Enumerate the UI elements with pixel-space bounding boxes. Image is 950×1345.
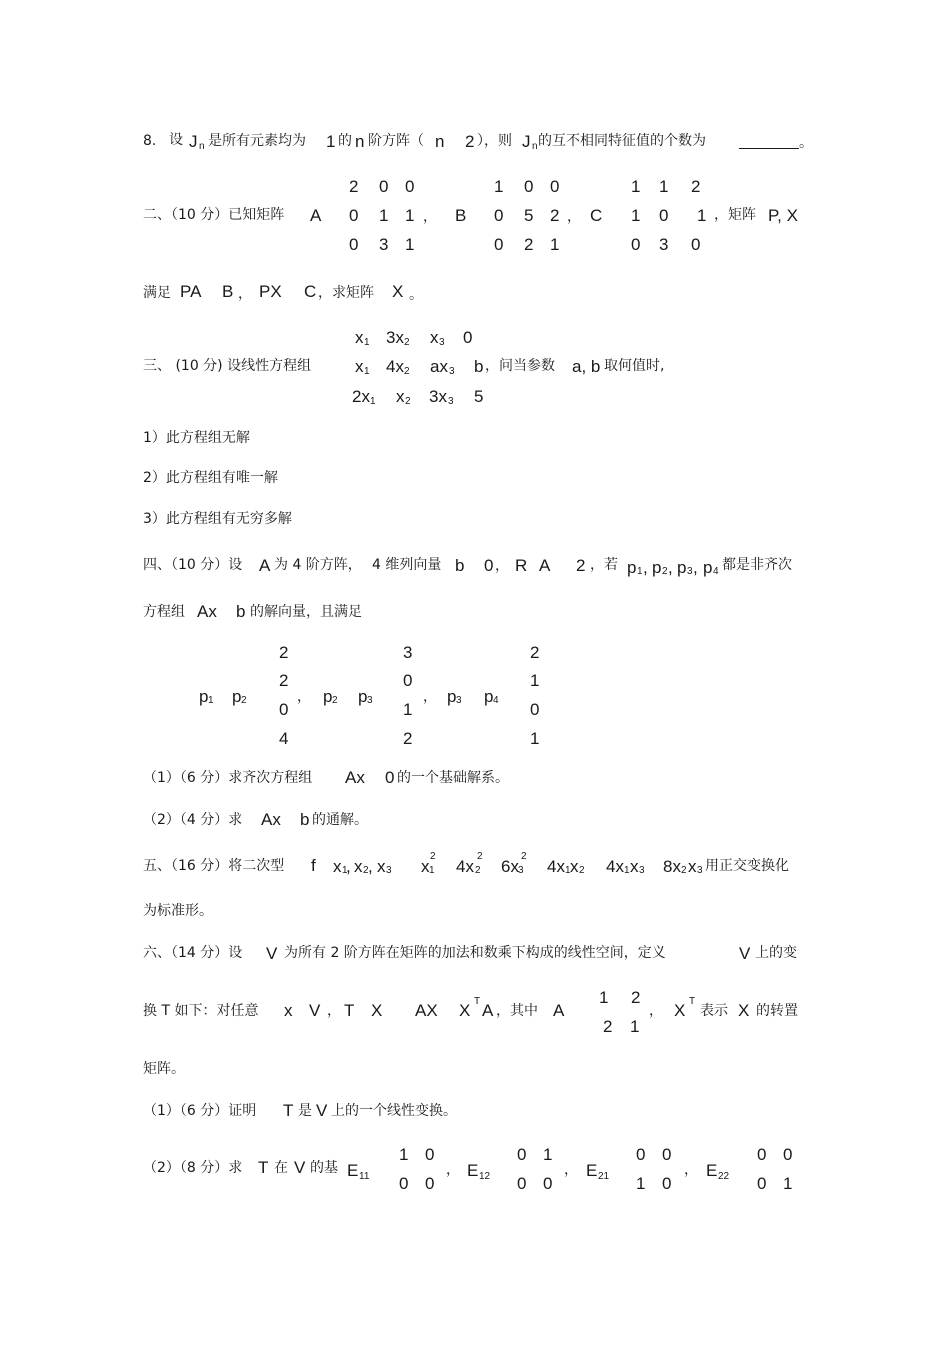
E22-label: E [706,1161,718,1180]
q4-text: 四、（10 分）设 [143,557,243,573]
matA-r2c2: 1 [379,206,389,225]
eq-r2: 4x [386,357,404,376]
matB-r3c1: 0 [494,235,504,254]
vec1-r1: 2 [279,643,289,662]
q5-text: 五、（16 分）将二次型 [143,858,285,874]
matC-r2c3: 1 [697,206,707,225]
q4-p4-sub: 4 [713,566,719,577]
matB-r1c3: 0 [550,177,560,196]
q5-term: 8x [663,857,681,876]
eq-r3: 2x [352,387,370,406]
q4-two: 2 [576,556,586,575]
matA-r1c3: 0 [405,177,415,196]
q4-sub1-Ax: Ax [345,768,365,787]
diff3: p [447,687,457,706]
q4-b2: b [236,602,246,621]
diff1: p [199,687,209,706]
diff1-sub: 1 [208,695,214,706]
eq-r2: ax [430,357,448,376]
E22-r2c1: 0 [757,1174,767,1193]
q4-p3: p [677,558,687,577]
E22-sub: 22 [718,1171,730,1182]
q6-matA-r1c2: 2 [631,988,641,1007]
q4-comma: , [668,558,673,577]
q4-p2: p [652,558,662,577]
q5-vars: , [346,857,351,876]
matB-r3c3: 1 [550,235,560,254]
matA-r1c1: 2 [349,177,359,196]
E11-label: E [347,1161,359,1180]
q2-A: A [310,206,322,225]
q5-sub: 2 [681,865,687,876]
q8-text: 是所有元素均为 [208,133,306,149]
q6-sub1-T: T [283,1101,294,1120]
q2-B2: B [222,282,234,301]
diff3-sub: 3 [456,695,462,706]
matA-r3c2: 3 [379,235,389,254]
E22-r2c2: 1 [783,1174,793,1193]
q5-sub: 1 [429,865,435,876]
q5-term: 4x [606,857,624,876]
q4-b: b [455,556,465,575]
matB-r2c2: 5 [524,206,534,225]
q8-text: 阶方阵（ [368,133,424,149]
q2-sep: ， [238,286,252,302]
q8-J2: J [522,132,531,151]
E21-r1c1: 0 [636,1145,646,1164]
q8-two: 2 [465,132,475,151]
q6-line2: ，其中 [496,1003,538,1019]
matB-r1c1: 1 [494,177,504,196]
q6-text: 六、（14 分）设 [143,945,243,961]
E21-label: E [586,1161,598,1180]
matC-r3c1: 0 [631,235,641,254]
matB-r1c2: 0 [524,177,534,196]
eq-r1: x [355,328,364,347]
q5-sub: 1 [342,865,348,876]
E12-label: E [467,1161,479,1180]
eq-sub: 2 [405,396,411,407]
matB-r2c1: 0 [494,206,504,225]
q5-f: f [311,856,316,875]
q4-sub2: 的通解。 [312,812,368,828]
q8-text: ），则 [477,133,512,149]
matC-r1c1: 1 [631,177,641,196]
q6-text: 为所有 2 阶方阵在矩阵的加法和数乘下构成的线性空间，定义 [284,945,666,961]
q2-PA: PA [180,282,202,301]
q2-line2: 满足 [143,285,171,301]
E21-r2c1: 1 [636,1174,646,1193]
E11-r1c2: 0 [425,1145,435,1164]
q6-T-sup: T [474,996,481,1007]
q5-term: x [421,857,430,876]
diff3: p [484,687,494,706]
vec2-r3: 1 [403,700,413,719]
q2-C2: C [304,282,317,301]
q3-tail2: 取何值时, [604,358,665,374]
q2-B: B [455,206,467,225]
q5-term: 4x [547,857,565,876]
q6-X3: X [674,1001,686,1020]
q6-sub2: 的基 [310,1160,338,1176]
q5-term: x [570,857,579,876]
q5-sup: 2 [430,851,436,862]
q6-A: A [482,1001,494,1020]
q4-p3-sub: 3 [687,566,693,577]
q6-sub2-V: V [294,1158,306,1177]
q5-sup: 2 [477,851,483,862]
q3-ab: a, b [572,357,601,376]
diff1: p [232,687,242,706]
q5-sub: 1 [624,865,630,876]
matC-r3c3: 0 [691,235,701,254]
q8-one: 1 [326,132,336,151]
q5-vars: x [354,857,363,876]
E22-r1c2: 0 [783,1145,793,1164]
q5-sup: 2 [521,851,527,862]
q5-sub: 2 [475,865,481,876]
E11-r2c2: 0 [425,1174,435,1193]
q6-matA-r2c1: 2 [603,1017,613,1036]
q2-end: 。 [409,287,423,303]
q6-sub1-V: V [316,1101,328,1120]
eq-r1: x [430,328,439,347]
q4-sub2-b: b [300,810,310,829]
diff3-sub: 4 [493,695,499,706]
q6-x: x [284,1001,293,1020]
matC-r1c2: 1 [659,177,669,196]
q6-X: X [371,1001,383,1020]
q6-X4: X [738,1001,750,1020]
E12-r1c1: 0 [517,1145,527,1164]
E12-r2c2: 0 [543,1174,553,1193]
matA-r3c1: 0 [349,235,359,254]
q8-text: 设 [169,132,183,148]
q8-n2: n [435,132,445,151]
eq-sub: 1 [364,366,370,377]
q3-item2: 2）此方程组有唯一解 [143,470,278,486]
q6-X2: X [459,1001,471,1020]
q4-p1: p [627,558,637,577]
eq-sub: 1 [364,337,370,348]
q6-line2: 的转置 [756,1003,798,1019]
diff2-sub: 2 [332,695,338,706]
q4-Ax: Ax [197,602,217,621]
q6-comma: ， [446,1162,460,1178]
q4-A2: A [539,556,551,575]
q4-p2-sub: 2 [662,566,668,577]
q6-line2: ， [649,1003,663,1019]
vec2-r2: 0 [403,671,413,690]
q5-term: x [630,857,639,876]
q8-J-sub: n [199,141,205,152]
q4-comma: , [693,558,698,577]
E21-r1c2: 0 [662,1145,672,1164]
eq-sub: 1 [370,396,376,407]
q6-T: T [344,1001,355,1020]
q5-sub: 2 [579,865,585,876]
matA-r2c1: 0 [349,206,359,225]
answer-blank [739,148,799,149]
q2-comma: ， [423,209,437,225]
q3-item1: 1）此方程组无解 [143,430,250,446]
q4-sub1-zero: 0 [385,768,395,787]
q2-qiu: ，求矩阵 [318,285,374,301]
q2-comma: ， [567,209,581,225]
eq-sub: 3 [439,337,445,348]
q6-text: 上的变 [755,945,797,961]
matC-r2c1: 1 [631,206,641,225]
q4-comma: ， [495,558,509,574]
q5-term: x [688,857,697,876]
q4-sub1: 的一个基础解系。 [397,770,509,786]
q8-text: 的 [338,133,352,149]
q4-R: R [515,556,528,575]
q5-vars: , [368,857,373,876]
q5-sub: 3 [386,865,392,876]
q6-sub2: （2）（8 分）求 [143,1160,243,1176]
q5-sub: 3 [518,865,524,876]
q8-J: J [189,132,198,151]
q4-sub1: （1）（6 分）求齐次方程组 [143,770,313,786]
diff2-sub: 3 [367,695,373,706]
vec2-r4: 2 [403,729,413,748]
q5-vars: x [333,857,342,876]
q6-AX: AX [415,1001,438,1020]
E11-r2c1: 0 [399,1174,409,1193]
q4-comma: , [643,558,648,577]
E11-r1c1: 1 [399,1145,409,1164]
q6-comma: ， [684,1162,698,1178]
matB-r3c2: 2 [524,235,534,254]
q6-matA-r2c2: 1 [630,1017,640,1036]
q6-sub1: 是 [298,1103,312,1119]
q5-term: 6x [501,857,519,876]
q4-line2: 的解向量，且满足 [250,604,362,620]
q8-number: 8. [143,133,157,149]
q2-C: C [590,206,603,225]
E22-r1c1: 0 [757,1145,767,1164]
vec1-r2: 2 [279,671,289,690]
vec3-r3: 0 [530,700,540,719]
vec2-r1: 3 [403,643,413,662]
eq-sub: 3 [449,366,455,377]
vec1-r4: 4 [279,729,289,748]
q6-comma: ， [327,1003,341,1019]
eq-r2: x [355,357,364,376]
E21-sub: 21 [598,1171,610,1182]
q4-line2: 方程组 [143,604,185,620]
E12-sub: 12 [479,1171,491,1182]
q5-term: 4x [456,857,474,876]
q5-line2: 为标准形。 [143,903,213,919]
q6-line2: 换 T 如下：对任意 [143,1003,259,1019]
q6-sub2: 在 [274,1160,288,1176]
q4-text: 为 4 阶方阵， [274,557,362,573]
vec1-r3: 0 [279,700,289,719]
q6-line2: 表示 [700,1003,728,1019]
q5-sub: 1 [565,865,571,876]
q4-sub2: （2）（4 分）求 [143,812,243,828]
vec3-r2: 1 [530,671,540,690]
matA-r2c3: 1 [405,206,415,225]
q4-p4: p [703,558,713,577]
q6-sub2-T: T [258,1158,269,1177]
q3-tail: ，问当参数 [485,358,555,374]
diff2: p [358,687,368,706]
vec3-r4: 1 [530,729,540,748]
vec3-r1: 2 [530,643,540,662]
q6-V2: V [739,944,751,963]
q8-J2-sub: n [532,141,538,152]
matC-r3c2: 3 [659,235,669,254]
q8-end: 。 [799,135,813,151]
q6-matA-r1c1: 1 [599,988,609,1007]
matC-r1c3: 2 [691,177,701,196]
q6-V: V [266,944,278,963]
q2-label: 二、（10 分）已知矩阵 [143,207,285,223]
q4-text: 都是非齐次 [722,557,792,573]
eq-r3: 3x [429,387,447,406]
q4-comma: ， [297,689,311,705]
eq-r2-rhs: b [474,357,484,376]
diff2: p [323,687,333,706]
E12-r2c1: 0 [517,1174,527,1193]
matC-r2c2: 0 [659,206,669,225]
q4-p1-sub: 1 [637,566,643,577]
matA-r3c3: 1 [405,235,415,254]
q6-sub1: （1）（6 分）证明 [143,1103,257,1119]
q4-A: A [259,556,271,575]
q5-vars: x [377,857,386,876]
q6-A2: A [553,1001,565,1020]
E12-r1c2: 1 [543,1145,553,1164]
q5-tail: 用正交变换化 [705,858,789,874]
q5-sub: 3 [697,865,703,876]
q6-line3: 矩阵。 [143,1061,185,1077]
q2-X: X [392,282,404,301]
eq-sub: 2 [404,337,410,348]
q6-sub1: 上的一个线性变换。 [331,1103,457,1119]
E11-sub: 11 [359,1171,370,1182]
q4-sub2-Ax: Ax [261,810,281,829]
q4-text: 4 维列向量 [372,557,442,573]
q6-comma: ， [564,1162,578,1178]
eq-r1-rhs: 0 [463,328,473,347]
eq-sub: 3 [448,396,454,407]
q2-PX: P, X [768,206,798,225]
q8-text: 的互不相同特征值的个数为 [538,133,706,149]
q4-text: ，若 [590,557,618,573]
matA-r1c2: 0 [379,177,389,196]
diff1-sub: 2 [241,695,247,706]
q4-comma: ， [423,689,437,705]
q2-PX2: PX [259,282,282,301]
eq-r1: 3x [386,328,404,347]
q5-sub: 3 [639,865,645,876]
eq-sub: 2 [404,366,410,377]
q4-zero: 0 [484,556,494,575]
q6-T-sup2: T [689,996,696,1007]
q5-sub: 2 [363,865,369,876]
q2-tail: ，矩阵 [714,207,756,223]
eq-r3-rhs: 5 [474,387,484,406]
matB-r2c3: 2 [550,206,560,225]
q3-label: 三、 (10 分) 设线性方程组 [143,358,312,374]
eq-r3: x [396,387,405,406]
q6-V3: V [309,1001,321,1020]
q8-n: n [355,132,365,151]
E21-r2c2: 0 [662,1174,672,1193]
q3-item3: 3）此方程组有无穷多解 [143,511,292,527]
